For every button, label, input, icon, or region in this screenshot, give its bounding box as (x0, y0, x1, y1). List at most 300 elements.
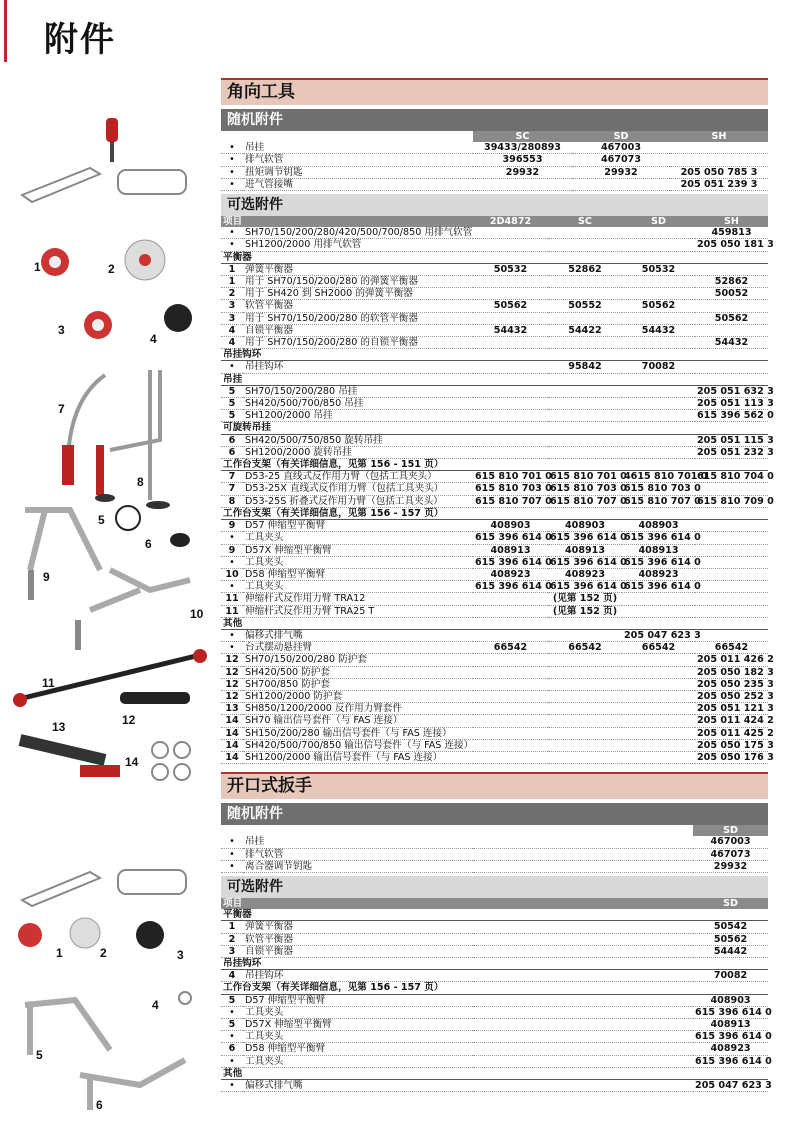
row-item-number: 11 (221, 593, 243, 605)
part-number (548, 678, 622, 690)
row-description: 台式摆动悬挂臂 (243, 642, 473, 654)
table-row (221, 495, 768, 507)
row-item-number: 7 (221, 483, 243, 495)
part-number: 50542 (693, 921, 768, 933)
row-item-number: • (221, 227, 243, 239)
row-description: SH1200/2000 吊挂 (243, 410, 473, 422)
column-header: 项目 (221, 216, 473, 227)
part-number (548, 288, 622, 300)
row-item-number: • (221, 642, 243, 654)
part-number (548, 385, 622, 397)
part-number (622, 593, 695, 605)
part-number (548, 239, 622, 251)
table-row (221, 178, 768, 190)
row-item-number: 12 (221, 654, 243, 666)
table-row (221, 994, 768, 1006)
part-number: 70082 (622, 361, 695, 373)
part-number: 205 011 424 2 (697, 715, 774, 727)
part-number: 615 810 703 0 (550, 483, 627, 495)
part-number: 408913 (548, 544, 622, 556)
part-number: 615 810 703 0 (475, 483, 552, 495)
table-row (221, 715, 768, 727)
part-number (548, 703, 622, 715)
part-number: 66542 (548, 642, 622, 654)
row-item-number: 1 (221, 921, 243, 933)
row-description: 弹簧平衡器 (243, 263, 473, 275)
part-number (473, 276, 548, 288)
part-number: 615 396 614 0 (624, 532, 701, 544)
row-item-number: • (221, 1080, 243, 1092)
table-cell (473, 994, 693, 1006)
row-description: D57 伸缩型平衡臂 (243, 994, 473, 1006)
row-item-number: 12 (221, 690, 243, 702)
part-number (548, 666, 622, 678)
table-row (221, 288, 768, 300)
row-item-number: • (221, 532, 243, 544)
row-description: 吊挂 (243, 142, 473, 154)
part-number: (见第 152 页) (548, 593, 622, 605)
part-number: 95842 (548, 361, 622, 373)
callout-label: 9 (43, 570, 50, 584)
part-number (548, 312, 622, 324)
row-item-number: • (221, 556, 243, 568)
part-number (622, 703, 695, 715)
part-number: 205 050 252 3 (697, 690, 774, 702)
table-row (221, 703, 768, 715)
row-description: D53-25 直线式反作用力臂（包括工具夹头） (243, 471, 473, 483)
part-number: 467073 (693, 848, 768, 860)
part-number: 467003 (572, 142, 670, 154)
part-number: 615 396 614 0 (475, 581, 552, 593)
product-illustrations (0, 100, 218, 1140)
part-number: 408903 (473, 520, 548, 532)
part-number (695, 593, 768, 605)
row-description: 工具夹头 (243, 1006, 473, 1018)
part-number: 205 047 623 3 (624, 629, 701, 641)
callout-label: 11 (42, 676, 55, 690)
table-cell (221, 825, 243, 836)
part-number: 615 810 707 0 (550, 495, 627, 507)
table-row (221, 593, 768, 605)
part-number: 615 396 614 0 (550, 532, 627, 544)
s1-optional-table (221, 216, 774, 764)
part-number (622, 385, 695, 397)
row-description: SH420/500 防护套 (243, 666, 473, 678)
table-cell (473, 1080, 693, 1092)
part-number: 205 051 632 3 (697, 385, 774, 397)
table-cell (473, 825, 693, 836)
row-description: SH70/150/200/280 防护套 (243, 654, 473, 666)
part-number: 467003 (693, 836, 768, 848)
callout-label: 3 (177, 948, 184, 962)
part-number: 29932 (572, 166, 670, 178)
part-number: 408903 (548, 520, 622, 532)
part-number: 205 047 623 3 (695, 1080, 772, 1092)
callout-label: 5 (36, 1048, 43, 1062)
part-number (473, 288, 548, 300)
table-row (221, 446, 768, 458)
table-cell (243, 825, 473, 836)
table-row (221, 690, 768, 702)
table-row (221, 154, 768, 166)
part-number: 408923 (622, 568, 695, 580)
column-header: SD (693, 825, 768, 836)
row-description: 工具夹头 (243, 1031, 473, 1043)
table-cell (473, 1031, 693, 1043)
part-number (622, 727, 695, 739)
table-row (221, 1080, 768, 1092)
table-row (221, 1043, 768, 1055)
part-number: 52862 (695, 276, 768, 288)
group-row (221, 459, 768, 471)
part-number (473, 337, 548, 349)
row-bullet: • (221, 836, 243, 848)
row-description: 吊挂钩环 (243, 970, 473, 982)
table-cell (221, 131, 243, 142)
part-number: 50052 (695, 288, 768, 300)
row-description: D58 伸缩型平衡臂 (243, 568, 473, 580)
part-number (473, 654, 548, 666)
table-row (221, 312, 768, 324)
row-description: 工具夹头 (243, 1055, 473, 1067)
part-number (548, 434, 622, 446)
table-row (221, 1019, 768, 1031)
callout-label: 4 (150, 332, 157, 346)
group-label: 可旋转吊挂 (221, 422, 768, 434)
part-number: 205 051 239 3 (670, 178, 768, 190)
part-number (548, 751, 622, 763)
row-item-number: • (221, 1006, 243, 1018)
table-row (221, 227, 768, 239)
part-number: 29932 (473, 166, 572, 178)
group-row (221, 982, 768, 994)
table-row (221, 581, 768, 593)
part-number (622, 227, 695, 239)
callout-label: 5 (98, 513, 105, 527)
part-number (695, 263, 768, 275)
table-row (221, 410, 768, 422)
table-row (221, 860, 768, 872)
part-number: 205 051 115 3 (697, 434, 774, 446)
part-number: 205 050 181 3 (697, 239, 774, 251)
table-row (221, 678, 768, 690)
callout-label: 7 (58, 402, 65, 416)
row-description: 工具夹头 (243, 556, 473, 568)
part-number (548, 398, 622, 410)
row-item-number: 5 (221, 398, 243, 410)
table-row (221, 520, 768, 532)
part-number: 205 011 425 2 (697, 727, 774, 739)
part-number: 615 810 701 0 (550, 471, 627, 483)
group-row (221, 909, 768, 921)
row-description: SH1200/2000 用排气软管 (243, 239, 473, 251)
part-number: 54432 (622, 324, 695, 336)
row-description: D53-25S 折叠式反作用力臂（包括工具夹头） (243, 495, 473, 507)
part-number: 50562 (695, 312, 768, 324)
part-number: 615 396 614 0 (695, 1006, 772, 1018)
part-number (622, 288, 695, 300)
part-number: 50552 (548, 300, 622, 312)
table-row (221, 142, 768, 154)
row-description: SH1200/2000 输出信号套件（与 FAS 连接） (243, 751, 473, 763)
table-row (221, 532, 768, 544)
part-number (695, 568, 768, 580)
part-number (473, 629, 548, 641)
part-number (473, 727, 548, 739)
table-cell (473, 945, 693, 957)
accessories-content (221, 78, 774, 1092)
table-cell (473, 970, 693, 982)
page-title: 附件 (44, 20, 116, 60)
row-description: SH420/500/700/850 输出信号套件（与 FAS 连接） (245, 739, 474, 751)
part-number (670, 154, 768, 166)
callout-label: 8 (137, 475, 144, 489)
callout-label: 13 (52, 720, 66, 734)
row-item-number: 14 (221, 739, 243, 751)
row-description: SH150/200/280 输出信号套件（与 FAS 连接） (243, 727, 473, 739)
part-number (473, 605, 548, 617)
table-cell (473, 860, 693, 872)
part-number (695, 520, 768, 532)
part-number (473, 690, 548, 702)
part-number: 4615 810 701 0 (624, 471, 708, 483)
part-number (473, 666, 548, 678)
part-number (473, 312, 548, 324)
table-row (221, 666, 768, 678)
column-header: SD (693, 898, 768, 909)
table-row (221, 556, 768, 568)
table-cell (473, 848, 693, 860)
standard-accessories-header: 随机附件 (221, 803, 768, 825)
column-header: SD (572, 131, 670, 142)
table-cell (473, 1006, 693, 1018)
row-item-number: • (221, 629, 243, 641)
part-number: 408923 (693, 1043, 768, 1055)
callout-label: 14 (125, 755, 139, 769)
part-number: 396553 (473, 154, 572, 166)
callout-label: 1 (34, 260, 41, 274)
reaction-arm-icon (68, 370, 160, 500)
part-number (548, 739, 622, 751)
table-row (221, 751, 768, 763)
row-description: SH70/150/200/280 吊挂 (243, 385, 473, 397)
part-number: 408923 (548, 568, 622, 580)
table-row (221, 739, 768, 751)
part-number (622, 312, 695, 324)
part-number (622, 678, 695, 690)
group-row (221, 251, 768, 263)
part-number (473, 239, 548, 251)
group-label: 吊挂 (221, 373, 768, 385)
s2-optional-table (221, 897, 772, 1092)
table-row (221, 642, 768, 654)
column-header: 2D4872 (473, 216, 548, 227)
table-row (221, 398, 768, 410)
column-header-row (221, 131, 768, 142)
part-number: 54432 (473, 324, 548, 336)
part-number: 408913 (693, 1019, 768, 1031)
row-item-number: 5 (221, 410, 243, 422)
row-description: D53-25X 直线式反作用力臂（包括工具夹头） (243, 483, 473, 495)
column-header: SC (473, 131, 572, 142)
row-description: 吊挂 (243, 836, 473, 848)
part-number: 615 396 614 0 (624, 556, 701, 568)
table-row (221, 239, 768, 251)
table-row (221, 483, 768, 495)
row-description: SH1200/2000 旋转吊挂 (243, 446, 473, 458)
table-row (221, 568, 768, 580)
row-item-number: 6 (221, 446, 243, 458)
table-row (221, 727, 768, 739)
part-number (473, 227, 548, 239)
row-description: D57 伸缩型平衡臂 (243, 520, 473, 532)
row-description: 扭矩调节钥匙 (243, 166, 473, 178)
callout-label: 2 (100, 946, 107, 960)
row-description: 软管平衡器 (243, 300, 473, 312)
row-item-number: 4 (221, 324, 243, 336)
row-description: 排气软管 (243, 154, 473, 166)
s2-standard-table (221, 825, 768, 873)
part-number (548, 690, 622, 702)
row-item-number: 1 (221, 276, 243, 288)
table-row (221, 933, 768, 945)
part-number: 50562 (622, 300, 695, 312)
row-item-number: • (221, 1031, 243, 1043)
row-description: 软管平衡器 (243, 933, 473, 945)
table-cell (473, 1019, 693, 1031)
part-number: 615 810 707 0 (475, 495, 552, 507)
table-row (221, 337, 768, 349)
row-item-number: 13 (221, 703, 243, 715)
part-number (695, 324, 768, 336)
row-item-number: • (221, 1055, 243, 1067)
part-number (695, 544, 768, 556)
row-item-number: 14 (221, 715, 243, 727)
table-row (221, 1055, 768, 1067)
row-description: SH700/850 防护套 (243, 678, 473, 690)
part-number (548, 629, 622, 641)
callout-label: 12 (122, 713, 136, 727)
row-item-number: 2 (221, 933, 243, 945)
part-number: 54432 (695, 337, 768, 349)
optional-accessories-header: 可选附件 (221, 876, 768, 898)
row-item-number: 5 (221, 1019, 243, 1031)
part-number: 615 810 701 0 (475, 471, 552, 483)
standard-accessories-header: 随机附件 (221, 109, 768, 131)
row-item-number: 14 (221, 727, 243, 739)
part-number (473, 593, 548, 605)
table-row (221, 263, 768, 275)
table-cell (473, 933, 693, 945)
row-item-number: 6 (221, 1043, 243, 1055)
group-label: 其他 (221, 617, 768, 629)
part-number (473, 678, 548, 690)
table-row (221, 970, 768, 982)
part-number (473, 446, 548, 458)
part-number (695, 483, 768, 495)
table-cell (473, 1043, 693, 1055)
table-cell (473, 1055, 693, 1067)
group-row (221, 507, 768, 519)
row-description: 伸缩杆式反作用力臂 TRA25 T (243, 605, 473, 617)
part-number (695, 581, 768, 593)
row-description: SH420/500/700/850 吊挂 (243, 398, 473, 410)
row-item-number: 10 (221, 568, 243, 580)
part-number (548, 727, 622, 739)
row-item-number: • (221, 581, 243, 593)
part-number: 70082 (693, 970, 768, 982)
part-number: 615 396 614 0 (695, 1031, 772, 1043)
part-number: 615 396 614 0 (475, 556, 552, 568)
row-bullet: • (221, 154, 243, 166)
table-row (221, 836, 768, 848)
part-number (622, 666, 695, 678)
callout-label: 2 (108, 262, 115, 276)
illustration-column (0, 100, 218, 1140)
table-row (221, 1006, 768, 1018)
part-number: 408913 (622, 544, 695, 556)
row-description: 离合器调节钥匙 (243, 860, 473, 872)
section-title-open-end-wrench: 开口式扳手 (221, 772, 768, 799)
row-item-number: 14 (221, 751, 243, 763)
part-number: 615 396 614 0 (550, 581, 627, 593)
page-accent-bar (4, 0, 7, 62)
table-cell (473, 836, 693, 848)
table-cell (243, 131, 473, 142)
part-number: 615 396 614 0 (695, 1055, 772, 1067)
row-item-number: 4 (221, 970, 243, 982)
row-item-number: 1 (221, 263, 243, 275)
part-number: 408903 (693, 994, 768, 1006)
row-description: 吊挂钩环 (243, 361, 473, 373)
row-description: 偏移式排气嘴 (243, 629, 473, 641)
row-description: 用于 SH420 到 SH2000 的弹簧平衡器 (243, 288, 473, 300)
column-header: SC (548, 216, 622, 227)
row-description: SH1200/2000 防护套 (243, 690, 473, 702)
row-item-number: 6 (221, 434, 243, 446)
row-item-number: 4 (221, 337, 243, 349)
s1-standard-table (221, 131, 768, 191)
table-row (221, 945, 768, 957)
group-row (221, 617, 768, 629)
row-description: D58 伸缩型平衡臂 (243, 1043, 473, 1055)
group-label: 平衡器 (221, 251, 768, 263)
callout-label: 6 (145, 537, 152, 551)
part-number (622, 398, 695, 410)
column-header: SD (622, 216, 695, 227)
row-bullet: • (221, 178, 243, 190)
part-number: 54442 (693, 945, 768, 957)
part-number (695, 532, 768, 544)
group-label: 工作台支架（有关详细信息，见第 156 - 151 页） (221, 459, 768, 471)
row-item-number: 12 (221, 666, 243, 678)
part-number: 39433/280893 (473, 142, 572, 154)
part-number (695, 629, 768, 641)
row-item-number: 12 (221, 678, 243, 690)
hanger-icon (22, 168, 186, 202)
group-label: 平衡器 (221, 909, 768, 921)
part-number (622, 739, 695, 751)
table-row (221, 848, 768, 860)
part-number: 50562 (473, 300, 548, 312)
part-number (572, 178, 670, 190)
part-number: 205 050 182 3 (697, 666, 774, 678)
part-number (473, 385, 548, 397)
part-number (670, 142, 768, 154)
row-bullet: • (221, 848, 243, 860)
section-title-angle-tools: 角向工具 (221, 78, 768, 105)
table-row (221, 1031, 768, 1043)
